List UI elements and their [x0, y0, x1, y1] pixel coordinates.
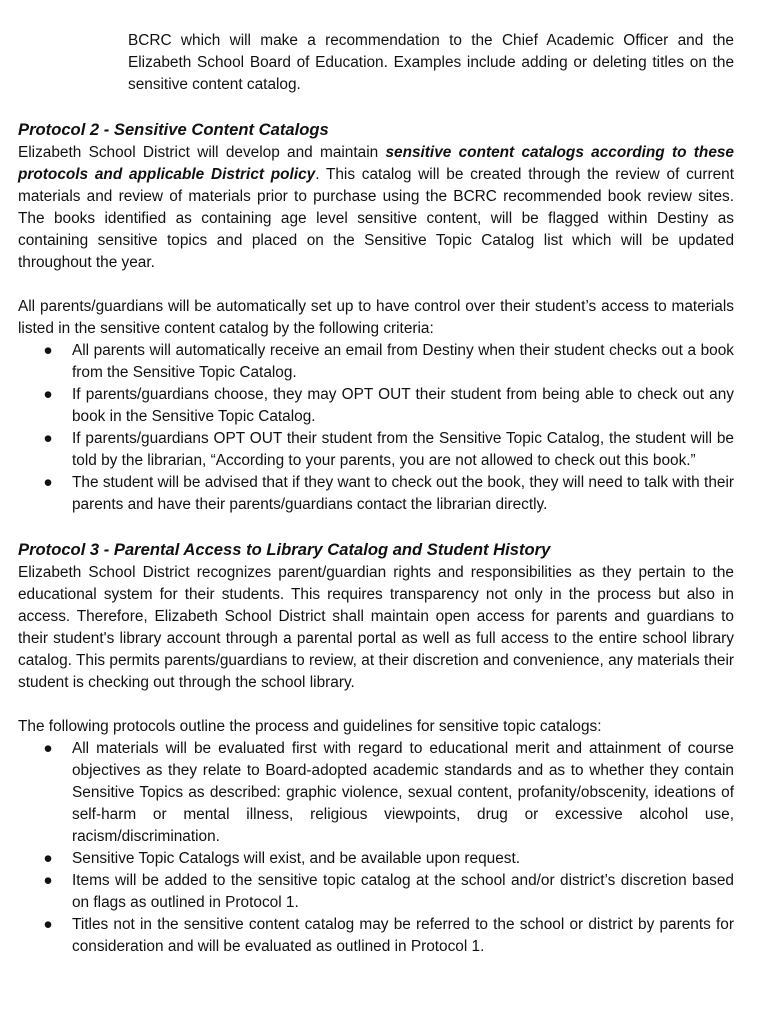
- bullet-icon: ●: [43, 916, 53, 933]
- list-item: [18, 428, 734, 472]
- spacer: [18, 274, 734, 296]
- protocol2-bullet-list: [18, 340, 734, 516]
- protocol2-paragraph-1: [18, 142, 734, 274]
- bullet-icon: ●: [43, 740, 53, 757]
- protocol2-para1-end: . This catalog will be created through the review of current materials and review of materials prior to purchase using the BCRC recommended book review sites. The books identified as containing age level sensitive content, will be flagged within Destiny as containing sensitive topics and placed on the Sensitive Topic Catalog list which will be updated throughout the year.: [18, 166, 735, 271]
- protocol2-para1-start: Elizabeth School District will develop and maintain: [18, 144, 386, 161]
- bullet-icon: ●: [43, 386, 53, 403]
- bullet-icon: ●: [43, 474, 53, 491]
- list-item-text: If parents/guardians choose, they may OPT OUT their student from being able to check out any book in the Sensitive Topic Catalog.: [72, 386, 734, 425]
- protocol2-para1-emphasis: sensitive content catalogs according to these protocols and applicable District policy: [18, 144, 734, 183]
- spacer: [18, 694, 734, 716]
- list-item: [18, 472, 734, 516]
- list-item: [18, 738, 734, 848]
- list-item: [18, 340, 734, 384]
- list-item-text: Titles not in the sensitive content catalog may be referred to the school or district by parents for consideration and will be evaluated as outlined in Protocol 1.: [72, 916, 734, 955]
- bullet-icon: ●: [43, 850, 53, 867]
- list-item-text: Sensitive Topic Catalogs will exist, and be available upon request.: [72, 850, 521, 867]
- list-item-text: The student will be advised that if they want to check out the book, they will need to talk with their parents and have their parents/guardians contact the librarian directly.: [72, 474, 734, 513]
- spacer: [18, 516, 734, 538]
- bullet-icon: ●: [43, 342, 53, 359]
- protocol3-paragraph-1: Elizabeth School District recognizes parent/guardian rights and responsibilities as they pertain to the educational system for their students. This requires transparency not only in the process but also in access. Therefore, Elizabeth School District shall maintain open access for parents and guardians to their student's library account through a parental portal as well as full access to the entire school library catalog. This permits parents/guardians to review, at their discretion and convenience, any materials their student is checking out through the school library.: [18, 564, 734, 691]
- list-item-text: All materials will be evaluated first with regard to educational merit and attainment of course objectives as they relate to Board-adopted academic standards and as to whether they contain Sensitive Topics as described: graphic violence, sexual content, profanity/obscenity, ideations of self-harm or mental illness, religious viewpoints, drug or excessive alcohol use, racism/discrimination.: [72, 740, 734, 845]
- document-page: [18, 30, 734, 958]
- list-item: [18, 848, 734, 870]
- intro-continuation-paragraph: BCRC which will make a recommendation to the Chief Academic Officer and the Elizabeth School Board of Education. Examples include adding or deleting titles on the sensitive content catalog.: [128, 32, 734, 93]
- bullet-icon: ●: [43, 872, 53, 889]
- list-item-text: Items will be added to the sensitive topic catalog at the school and/or district’s discretion based on flags as outlined in Protocol 1.: [72, 872, 734, 911]
- list-item: [18, 914, 734, 958]
- protocol2-paragraph-2: All parents/guardians will be automatically set up to have control over their student’s access to materials listed in the sensitive content catalog by the following criteria:: [18, 298, 734, 337]
- spacer: [18, 96, 734, 118]
- list-item: [18, 384, 734, 428]
- protocol3-bullet-list: [18, 738, 734, 958]
- list-item-text: All parents will automatically receive an email from Destiny when their student checks out a book from the Sensitive Topic Catalog.: [72, 342, 734, 381]
- list-item-text: If parents/guardians OPT OUT their student from the Sensitive Topic Catalog, the student will be told by the librarian, “According to your parents, you are not allowed to check out this book.”: [72, 430, 734, 469]
- bullet-icon: ●: [43, 430, 53, 447]
- list-item: [18, 870, 734, 914]
- protocol3-paragraph-2: The following protocols outline the process and guidelines for sensitive topic catalogs:: [18, 718, 602, 735]
- protocol3-heading: Protocol 3 - Parental Access to Library Catalog and Student History: [18, 540, 551, 559]
- protocol2-heading: Protocol 2 - Sensitive Content Catalogs: [18, 120, 329, 139]
